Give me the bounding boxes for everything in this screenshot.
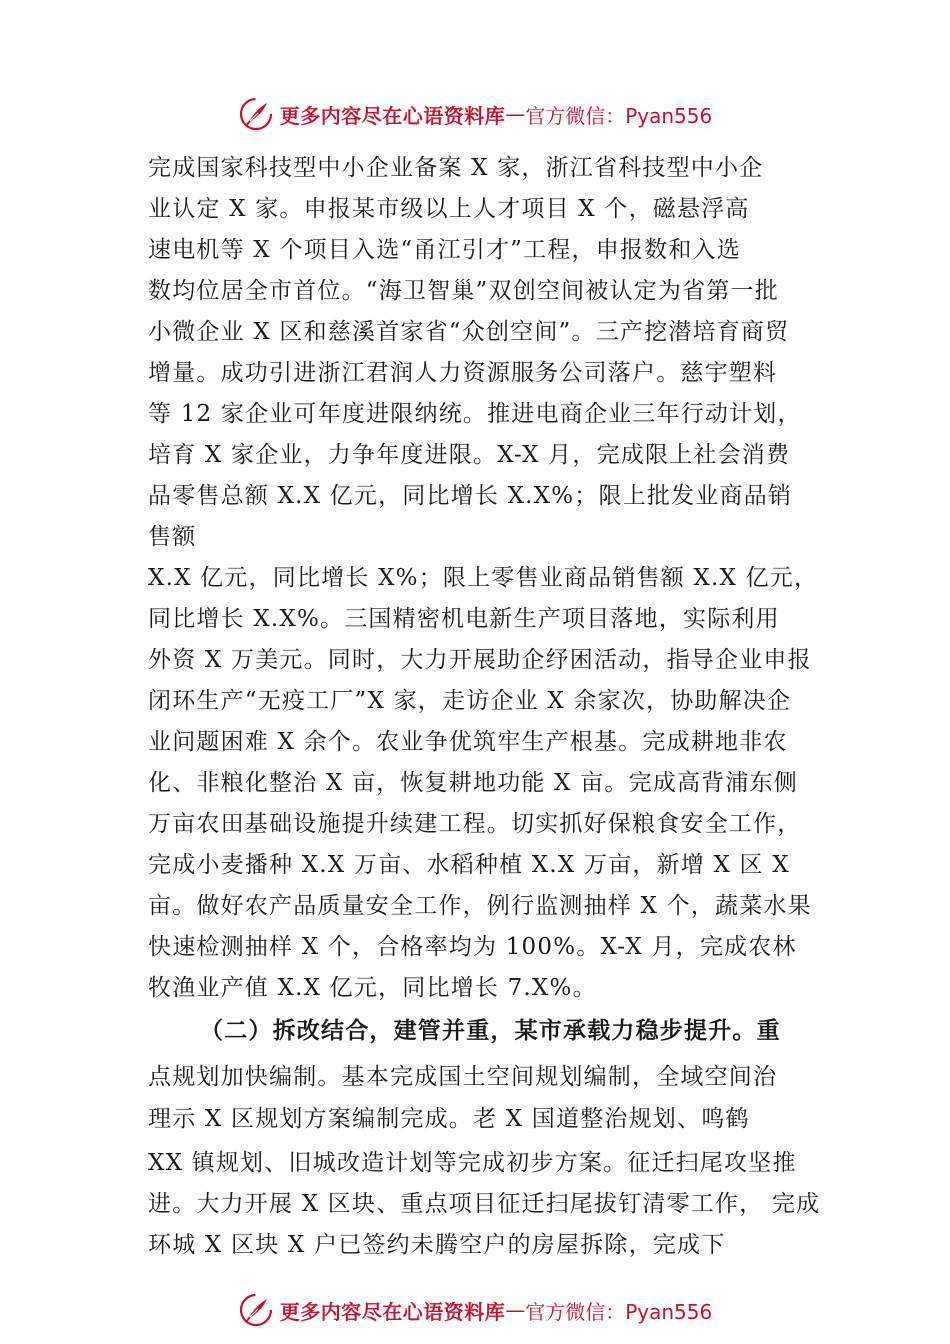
text-line: 增量。成功引进浙江君润人力资源服务公司落户。慈宇塑料 [148,360,778,386]
text-line: 化、非粮化整治 X 亩，恢复耕地功能 X 亩。完成高背浦东侧 [148,770,798,796]
text-line: 培育 X 家企业，力争年度进限。X-X 月，完成限上社会消费 [148,442,791,468]
text-line: 完成国家科技型中小企业备案 X 家，浙江省科技型中小企 [148,155,764,181]
watermark-main-text: 更多内容尽在心语资料库 [279,1299,506,1324]
section-heading: （二）拆改结合，建管并重，某市承载力稳步提升。重 [200,1017,781,1044]
watermark-separator: — [505,102,526,126]
text-line: 售额 [148,524,197,550]
text-line: 闭环生产“无疫工厂”X 家，走访企业 X 余家次，协助解决企 [148,688,792,714]
text-line: 等 12 家企业可年度进限纳统。推进电商企业三年行动计划， [148,401,802,427]
text-line: 快速检测抽样 X 个，合格率均为 100%。X-X 月，完成农林 [148,934,797,960]
watermark-wechat-text: 官方微信：Pyan556 [525,103,713,128]
text-line: 业问题困难 X 余个。农业争优筑牢生产根基。完成耕地非农 [148,729,788,755]
text-line: 进。大力开展 X 区块、重点项目征迁扫尾拔钉清零工作， 完成 [148,1191,821,1217]
watermark-main-text: 更多内容尽在心语资料库 [279,103,506,128]
text-line: 品零售总额 X.X 亿元，同比增长 X.X%；限上批发业商品销 [148,483,793,509]
text-line: 环城 X 区块 X 户已签约未腾空户的房屋拆除，完成下 [148,1232,726,1258]
text-line: 点规划加快编制。基本完成国土空间规划编制，全域空间治 [148,1064,778,1090]
text-line: 同比增长 X.X%。三国精密机电新生产项目落地，实际利用 [148,606,780,632]
watermark-header [0,92,950,136]
text-line: 牧渔业产值 X.X 亿元，同比增长 7.X%。 [148,975,597,1001]
text-line: 完成小麦播种 X.X 万亩、水稻种植 X.X 万亩，新增 X 区 X [148,852,790,878]
text-line: 业认定 X 家。申报某市级以上人才项目 X 个，磁悬浮高 [148,196,750,222]
text-line: 数均位居全市首位。“海卫智巢”双创空间被认定为省第一批 [148,278,779,304]
text-line: 理示 X 区规划方案编制完成。老 X 国道整治规划、鸣鹤 [148,1106,750,1132]
text-line: XX 镇规划、旧城改造计划等完成初步方案。征迁扫尾攻坚推 [148,1150,797,1176]
text-line: 小微企业 X 区和慈溪首家省“众创空间”。三产挖潜培育商贸 [148,319,790,345]
feather-pen-logo-icon [238,96,274,132]
text-line: 万亩农田基础设施提升续建工程。切实抓好保粮食安全工作， [148,811,802,837]
text-line: 外资 X 万美元。同时，大力开展助企纾困活动，指导企业申报 [148,647,812,673]
text-line: 速电机等 X 个项目入选“甬江引才”工程，申报数和入选 [148,237,741,263]
text-line: X.X 亿元，同比增长 X%；限上零售业商品销售额 X.X 亿元， [148,565,819,591]
watermark-footer [0,1288,950,1332]
feather-pen-logo-icon [238,1292,274,1328]
watermark-separator: — [505,1298,526,1322]
watermark-wechat-text: 官方微信：Pyan556 [525,1299,713,1324]
text-line: 亩。做好农产品质量安全工作，例行监测抽样 X 个，蔬菜水果 [148,893,812,919]
